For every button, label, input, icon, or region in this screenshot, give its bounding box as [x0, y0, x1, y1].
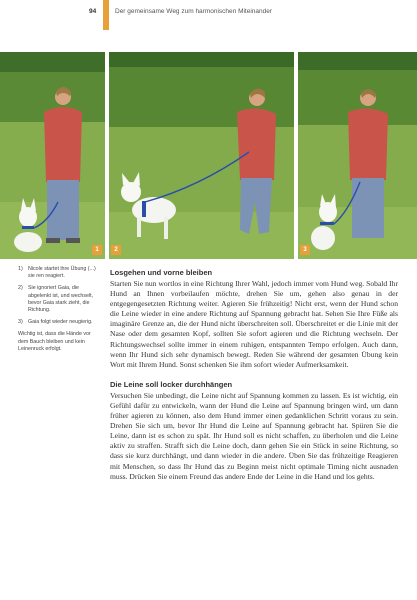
- caption-note: [18, 331, 102, 353]
- caption-number: 1): [18, 266, 23, 272]
- caption-text: Sie ignoriert Gaia, die abgelenkt ist, und wechselt, bevor Gaia stark zieht, die Richtung.: [28, 285, 94, 314]
- caption-3: [18, 319, 102, 326]
- photo-3: [298, 52, 417, 259]
- caption-2: [18, 285, 102, 314]
- caption-text: Nicole startet ihre Übung (...) sie ren reagiert.: [28, 266, 96, 280]
- caption-number: 3): [18, 319, 23, 326]
- section-heading: Die Leine soll locker durchhängen: [110, 379, 233, 389]
- running-title: Der gemeinsame Weg zum harmonischen Miteinander: [115, 8, 273, 15]
- caption-text: Gaia folgt wieder neugierig.: [28, 319, 93, 326]
- section-paragraph: Starten Sie nun wortlos in eine Richtung Ihrer Wahl, jedoch immer vom Hund weg. Sobald Ihr Hund an Ihnen vorbeilaufen möchte, drehen Sie um, gehen also genau in der entgegengesetzten Richtung weiter. Agieren Sie frühzeitig! Nicht erst, wenn der Hund schon die Leine wieder in eine andere Richtung auf Spannung gebracht hat. Sehen Sie Ihre Füße als imaginäre Grenze an, die der Hund nicht überschreiten soll. Überschreitet er die Linie mit der Nase oder dem gesamten Kopf, sollten Sie sofort agieren und die Richtung wechseln. Der Richtungswechsel sollte immer in einem ruhigen, entspannten Tempo erfolgen. Auch dann, wenn Ihr Hund sich sehr dynamisch bewegt. Reden Sie während der gesamten Übung kein Wort mit Ihrem Hund. Sonst schenken Sie ihm sofort wieder Aufmerksamkeit.: [110, 279, 398, 369]
- photo-captions: [18, 266, 102, 358]
- photo-1: [0, 52, 105, 259]
- page-number: 94: [89, 8, 97, 15]
- photo-number-2: 2: [111, 245, 121, 255]
- photo-number-3: 3: [300, 245, 310, 255]
- caption-number: 2): [18, 285, 23, 292]
- article-body: [110, 268, 398, 482]
- section-heading: Losgehen und vorne bleiben: [110, 268, 213, 277]
- photo-2: [109, 52, 294, 259]
- photo-number-1: 1: [92, 245, 102, 255]
- section-paragraph: Versuchen Sie unbedingt, die Leine nicht auf Spannung kommen zu lassen. Es ist wichtig, ein Gefühl dafür zu entwickeln, wann der Hund die Leine auf Spannung bringen wird, um dann früher agieren zu können, also dem Hund immer einen gedanklichen Schritt voraus zu sein. Drehen Sie sich um, bevor Ihr Hund die Leine auf Spannung gebracht hat. Spüren Sie die Leine, dann ist es schon zu spät. Ihr Hund soll es nicht schaffen, zu überholen und die Leine aktiv zu straffen. Strafft sich die Leine doch, dann gehen Sie ein Stück in seine Richtung, so dass sie kurz durchhängt, und dann wieder in die andere. Üben Sie das frühzeitige Reagieren mit Menschen, so dass Ihr Hund das zu Beginn meist nicht optimale Timing nicht ausnaden muss. Drücken Sie einem Freund das andere Ende der Leine in die Hand und los gehts.: [110, 390, 398, 481]
- caption-1: [18, 266, 102, 280]
- caption-text: Wichtig ist, dass die Hände vor dem Bauch bleiben und kein Leinenruck erfolgt.: [18, 331, 91, 352]
- header-accent-bar: [103, 0, 109, 30]
